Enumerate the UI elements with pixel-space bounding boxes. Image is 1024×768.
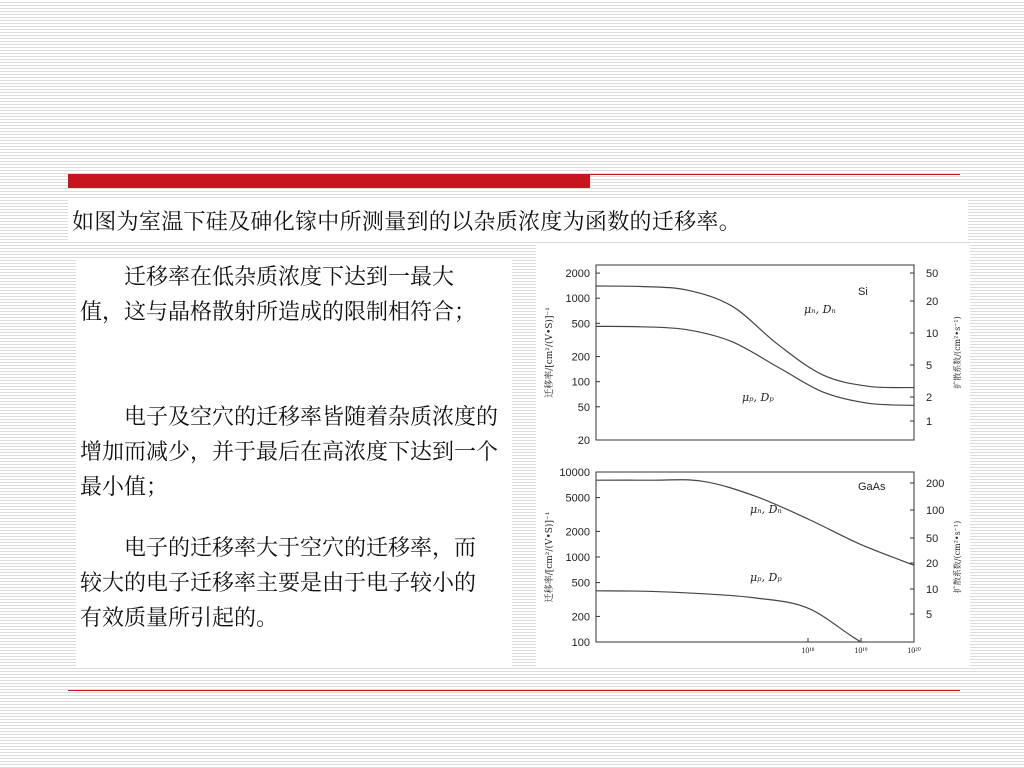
y-right-tick-label: 1 [926, 416, 933, 428]
chart-gaas [543, 467, 962, 667]
y-tick-label: 200 [571, 351, 590, 364]
series-label: μₚ, Dₚ [750, 571, 782, 584]
plot-frame-gaas [596, 472, 914, 642]
paragraph-mobility-decrease: 电子及空穴的迁移率皆随着杂质浓度的增加而减少，并于最后在高浓度下达到一个最小值； [80, 405, 499, 500]
y-right-tick-label: 20 [926, 296, 939, 308]
series-label: μₙ, Dₙ [750, 503, 782, 516]
x-tick-label: 10²⁰ [907, 646, 921, 655]
paragraph-electron-vs-hole: 电子的迁移率大于空穴的迁移率，而较大的电子迁移率主要是由于电子较小的有效质量所引起的。 [80, 536, 477, 631]
y-right-tick-label: 100 [926, 505, 945, 517]
y-tick-label: 500 [571, 318, 590, 331]
y-tick-label: 200 [571, 611, 590, 624]
y-right-tick-label: 10 [926, 328, 939, 340]
accent-red-bar [68, 174, 590, 188]
y-axis-label: 迁移率/[cm²/(V•S)]⁻¹ [545, 307, 555, 398]
y-tick-label: 10000 [559, 467, 590, 479]
paragraph-max-mobility: 迁移率在低杂质浓度下达到一最大值，这与晶格散射所造成的限制相符合； [80, 265, 477, 325]
y-tick-label: 20 [577, 435, 590, 447]
y-right-axis-label: 扩散系数/(cm²•s⁻¹) [953, 316, 962, 389]
series-line-hole [596, 591, 914, 667]
y-right-tick-label: 50 [926, 268, 939, 280]
x-tick-label: 10¹⁹ [854, 646, 868, 655]
y-axis-label: 迁移率/[cm²/(V•S)]⁻¹ [545, 511, 555, 603]
chart-title: GaAs [858, 481, 886, 493]
y-tick-label: 1000 [565, 293, 590, 306]
body-text-panel [76, 258, 512, 668]
x-tick-label: 10¹⁸ [801, 646, 815, 655]
y-tick-label: 100 [571, 637, 590, 649]
y-right-tick-label: 2 [926, 392, 933, 404]
slide-title: 如图为室温下硅及砷化镓中所测量到的以杂质浓度为函数的迁移率。 [72, 210, 742, 235]
accent-thin-line [590, 174, 960, 175]
title-area [68, 200, 968, 240]
y-tick-label: 1000 [565, 552, 590, 564]
chart-title: Si [858, 286, 868, 298]
series-label: μₙ, Dₙ [804, 303, 836, 316]
footer-divider [68, 690, 960, 691]
y-tick-label: 100 [571, 376, 590, 389]
mobility-charts-svg [536, 243, 970, 667]
y-right-tick-label: 200 [926, 478, 945, 490]
y-tick-label: 500 [571, 577, 590, 590]
y-right-tick-label: 10 [926, 584, 939, 596]
y-right-tick-label: 50 [926, 533, 939, 545]
y-tick-label: 2000 [565, 526, 590, 539]
y-right-tick-label: 5 [926, 609, 933, 621]
y-tick-label: 5000 [565, 492, 590, 505]
y-tick-label: 50 [577, 401, 590, 414]
y-right-tick-label: 5 [926, 360, 933, 372]
chart-si [543, 265, 962, 447]
series-label: μₚ, Dₚ [742, 391, 774, 404]
y-tick-label: 2000 [565, 268, 590, 281]
y-right-axis-label: 扩散系数/(cm²•s⁻¹) [953, 520, 962, 594]
title-accent-band [68, 174, 960, 188]
series-line-electron [596, 286, 914, 388]
mobility-figure [536, 243, 970, 667]
y-right-tick-label: 20 [926, 558, 939, 570]
